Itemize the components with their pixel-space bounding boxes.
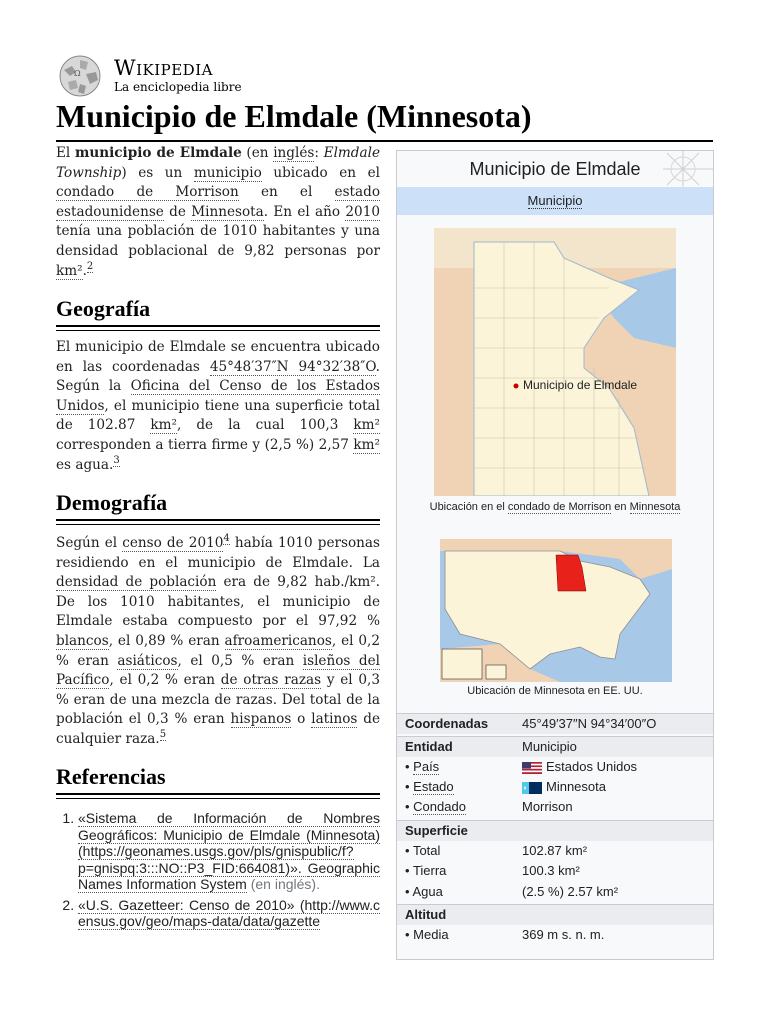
coordenadas-value[interactable]: 45°49′37″N 94°34′00″O (522, 716, 657, 731)
ref-2[interactable]: 2 (86, 261, 94, 273)
row-media: • Media 369 m s. n. m. (397, 925, 713, 945)
link-censo-2010[interactable]: censo de 2010 (122, 535, 224, 551)
link-ingles[interactable]: inglés (273, 145, 315, 161)
reference-text[interactable]: «Sistema de Información de Nombres Geográficos: Municipio de Elmdale (Minnesota) (https://geonames.usgs.gov/pls/gnispublic/f?p=gnispq:3:::NO::P3_FID:664081)». (78, 810, 380, 876)
link-municipio-tipo[interactable]: Municipio (527, 193, 583, 208)
link-gnis[interactable]: Geographic Names Information System (78, 859, 380, 892)
link-asiaticos[interactable]: asiáticos (117, 652, 178, 669)
link-oficina-censo[interactable]: Oficina del Censo de los Estados Unidos (56, 378, 380, 414)
link-latinos[interactable]: latinos (311, 711, 358, 728)
row-superficie: Superficie (397, 820, 713, 841)
compass-decoration-icon (653, 151, 713, 187)
entidad-value[interactable]: Municipio (522, 739, 577, 754)
english-name: Elmdale Township (56, 145, 381, 181)
link-condado[interactable]: condado de Morrison (56, 184, 239, 201)
link-km2-total[interactable]: km² (150, 417, 177, 434)
heading-referencias: Referencias (56, 764, 380, 795)
map2-caption: Ubicación de Minnesota en EE. UU. (467, 685, 643, 697)
row-agua: • Agua (2.5 %) 2.57 km² (405, 884, 619, 899)
link-2010[interactable]: 2010 (345, 203, 380, 220)
row-estado: • Estado Minnesota (405, 779, 606, 794)
row-condado: • Condado Morrison (405, 799, 573, 814)
ref-3[interactable]: 3 (113, 455, 120, 467)
link-minnesota-estado[interactable]: Minnesota (546, 779, 606, 794)
link-km2-agua[interactable]: km² (353, 436, 380, 453)
geografia-paragraph: El municipio de Elmdale se encuentra ubicado en las coordenadas 45°48′37″N 94°32′38″O. Según la Oficina del Censo de los Estados Unidos, el municipio tiene una superficie total de 102.87 km², de la cual 100,3 km² corresponden a tierra firme y (2,5 %) 2,57 km² es agua.$^3$ (56, 339, 380, 473)
link-estadounidense[interactable]: estadounidense (56, 203, 164, 220)
intro-paragraph: El municipio de Elmdale (en inglés: Elmdale Township) es un municipio ubicado en el condado de Morrison en el estado estadounidense de Minnesota. En el año 2010 tenía una población de 1010 habitantes y una densidad poblacional de 9,82 personas por km².$^2$ (56, 145, 381, 279)
link-coordenadas[interactable]: 45°48′37″N 94°32′38″O (209, 358, 376, 375)
link-pais[interactable]: País (413, 759, 440, 774)
site-header (56, 52, 716, 96)
usa-locator-map[interactable] (440, 539, 672, 682)
link-condado-label[interactable]: Condado (413, 799, 466, 814)
map1-caption: Ubicación en el condado de Morrison en Minnesota (429, 501, 681, 513)
link-blancos[interactable]: blancos (56, 632, 109, 649)
link-densidad[interactable]: densidad de población (56, 574, 217, 591)
link-municipio[interactable]: municipio (193, 164, 262, 181)
row-tierra: • Tierra 100.3 km² (405, 863, 580, 878)
map-marker-label: Municipio de Elmdale (523, 378, 638, 392)
link-otras-razas[interactable]: de otras razas (220, 672, 322, 689)
page-title: Municipio de Elmdale (Minnesota) (56, 96, 713, 142)
link-km2-tierra[interactable]: km² (353, 417, 380, 434)
intro-bold-term: municipio de Elmdale (74, 145, 242, 161)
demografia-paragraph: Según el censo de 2010$^4$ había 1010 personas residiendo en el municipio de Elmdale. La densidad de población era de 9,82 hab./km². De los 1010 habitantes, el municipio de Elmdale estaba compuesto por el 97,92 % blancos, el 0,89 % eran afroamericanos, el 0,2 % eran asiáticos, el 0,5 % eran isleños del Pacífico, el 0,2 % eran de otras razas y el 0,3 % eran de una mezcla de razas. Del total de la población el 0,3 % eran hispanos o latinos de cualquier raza.$^5$ (56, 533, 381, 747)
link-km2[interactable]: km² (56, 262, 83, 279)
row-total: • Total 102.87 km² (405, 843, 588, 858)
heading-demografia: Demografía (56, 490, 380, 521)
row-pais: • País Estados Unidos (405, 759, 638, 774)
reference-item (78, 897, 380, 930)
reference-item: 1. «Sistema de Información de Nombres Geográficos: Municipio de Elmdale (Minnesota) (https://geonames.usgs.gov/pls/gnispublic/f?p=gnispq:3:::NO::P3_FID:664081)». Geographic Names Information System (en inglés). (78, 810, 380, 893)
link-afroamericanos[interactable]: afroamericanos (224, 632, 332, 649)
ref-4[interactable]: 4 (223, 533, 230, 545)
row-entidad: Entidad Municipio (397, 736, 713, 757)
wikipedia-globe-icon[interactable] (56, 54, 104, 98)
link-hispanos[interactable]: hispanos (230, 711, 292, 728)
wikipedia-tagline: La enciclopedia libre (114, 80, 242, 94)
row-coordenadas: Coordenadas 45°49′37″N 94°34′00″O (397, 713, 713, 734)
minnesota-locator-map[interactable] (434, 228, 676, 496)
us-flag-icon (522, 762, 542, 774)
infobox (396, 150, 714, 960)
media-value[interactable]: 369 m s. n. m. (522, 927, 605, 942)
link-caption-minnesota[interactable]: Minnesota (629, 501, 681, 513)
link-minnesota[interactable]: Minnesota (191, 203, 264, 220)
wikipedia-wordmark[interactable]: Wikipedia (114, 56, 213, 80)
svg-text:Ω: Ω (74, 69, 81, 78)
ref-5[interactable]: 5 (159, 729, 167, 741)
link-caption-condado[interactable]: condado de Morrison (507, 501, 612, 513)
infobox-title: Municipio de Elmdale (397, 151, 713, 187)
reference-text[interactable]: «U.S. Gazetteer: Censo de 2010» (http://www.census.gov/geo/maps-data/data/gazette (78, 896, 380, 929)
minnesota-flag-icon (522, 782, 542, 794)
references-list (56, 810, 380, 934)
infobox-subtitle (397, 187, 713, 215)
link-estado[interactable]: estado (334, 184, 381, 201)
link-estados-unidos[interactable]: Estados Unidos (546, 759, 638, 774)
link-morrison[interactable]: Morrison (522, 799, 573, 814)
row-altitud: Altitud (397, 904, 713, 925)
heading-geografia: Geografía (56, 296, 380, 327)
link-estado-label[interactable]: Estado (413, 779, 454, 794)
link-islenos[interactable]: isleños del Pacífico (56, 652, 381, 689)
